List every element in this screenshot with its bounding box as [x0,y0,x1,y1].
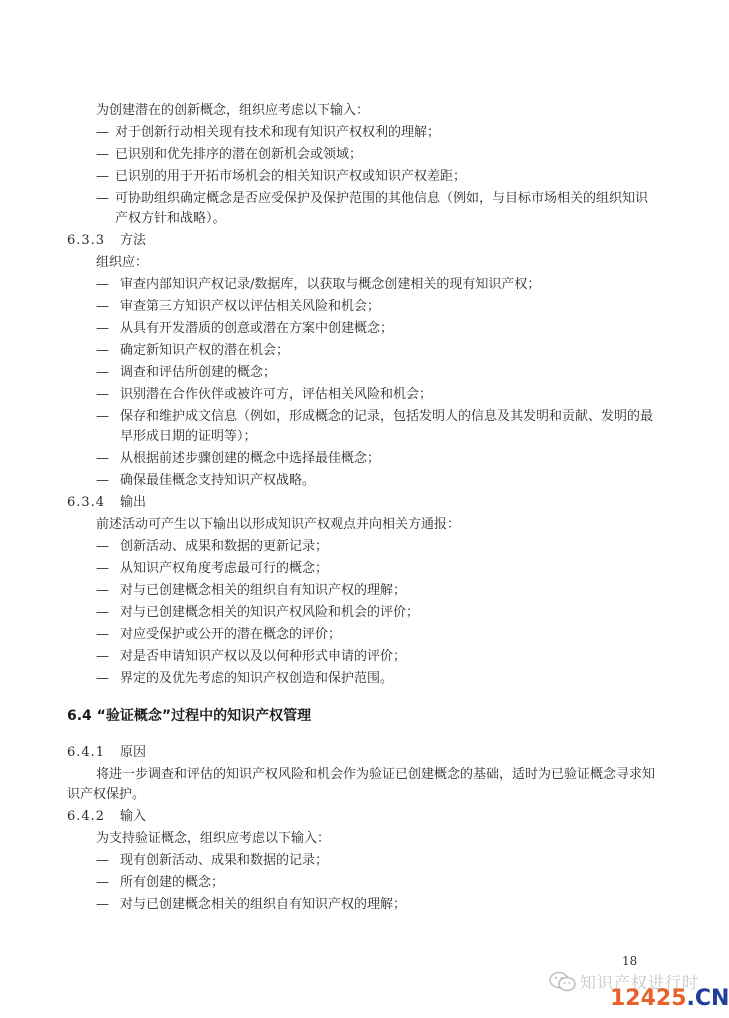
sec633-item-4: 确定新知识产权的潜在机会； [120,343,290,358]
dash-bullet: — [96,299,109,314]
dash-bullet: — [96,583,109,598]
watermark-site-digits: 12425 [610,986,687,1011]
section-title-output: 输出 [120,495,147,510]
block1-intro: 为创建潜在的创新概念，组织应考虑以下输入： [96,103,370,118]
watermark-account-name: 知识产权进行时 [580,973,700,992]
sec641-para-line-1: 将进一步调查和评估的知识产权风险和机会作为验证已创建概念的基础，适时为已验证概念寻求知 [96,767,656,782]
sec634-intro: 前述活动可产生以下输出以形成知识产权观点并向相关方通报： [96,517,461,532]
dash-bullet: — [96,387,109,402]
dash-bullet: — [96,451,109,466]
sec642-item-3: 对与已创建概念相关的组织自有知识产权的理解； [120,897,407,912]
sec642-item-2: 所有创建的概念； [120,875,225,890]
sec633-item-3: 从具有开发潜质的创意或潜在方案中创建概念； [120,321,394,336]
section-heading-6-4: 6.4 “验证概念”过程中的知识产权管理 [67,708,312,724]
dash-bullet: — [96,343,109,358]
block1-item-4-cont: 产权方针和战略）。 [115,211,226,226]
block1-item-1: 对于创新行动相关现有技术和现有知识产权权利的理解； [115,125,441,140]
sec633-item-8: 从根据前述步骤创建的概念中选择最佳概念； [120,451,381,466]
sec633-item-1: 审查内部知识产权记录/数据库，以获取与概念创建相关的现有知识产权； [120,277,541,292]
dash-bullet: — [96,321,109,336]
sec641-para-line-2: 识产权保护。 [67,787,146,802]
section-number-6-4-1: 6.4.1 [67,745,106,760]
block1-item-2: 已识别和优先排序的潜在创新机会或领域； [115,147,363,162]
wechat-icon [548,970,578,994]
sec634-item-1: 创新活动、成果和数据的更新记录； [120,539,329,554]
sec634-item-7: 界定的及优先考虑的知识产权创造和保护范围。 [120,671,394,686]
sec634-item-4: 对与已创建概念相关的知识产权风险和机会的评价； [120,605,420,620]
watermark-site-logo [610,987,729,1011]
sec633-item-2: 审查第三方知识产权以评估相关风险和机会； [120,299,381,314]
watermark-site-suffix: .CN [686,986,729,1011]
dash-bullet: — [96,409,109,424]
dash-bullet: — [96,875,109,890]
section-title-input: 输入 [120,809,147,824]
sec634-item-2: 从知识产权角度考虑最可行的概念； [120,561,329,576]
sec634-item-5: 对应受保护或公开的潜在概念的评价； [120,627,342,642]
dash-bullet: — [96,605,109,620]
page-number: 18 [622,954,638,968]
section-number-6-4-2: 6.4.2 [67,809,106,824]
dash-bullet: — [96,649,109,664]
dash-bullet: — [96,277,109,292]
sec634-item-3: 对与已创建概念相关的组织自有知识产权的理解； [120,583,407,598]
section-title-reason: 原因 [120,745,147,760]
sec633-item-7: 保存和维护成文信息（例如，形成概念的记录，包括发明人的信息及其发明和贡献、发明的最 [120,409,654,424]
section-number-6-3-4: 6.3.4 [67,495,106,510]
section-number-6-3-3: 6.3.3 [67,233,106,248]
sec633-intro: 组织应： [96,255,149,270]
dash-bullet: — [96,169,109,184]
dash-bullet: — [96,125,109,140]
dash-bullet: — [96,473,109,488]
dash-bullet: — [96,853,109,868]
dash-bullet: — [96,671,109,686]
dash-bullet: — [96,627,109,642]
sec634-item-6: 对是否申请知识产权以及以何种形式申请的评价； [120,649,407,664]
dash-bullet: — [96,191,109,206]
sec633-item-9: 确保最佳概念支持知识产权战略。 [120,473,316,488]
dash-bullet: — [96,539,109,554]
dash-bullet: — [96,365,109,380]
block1-item-4: 可协助组织确定概念是否应受保护及保护范围的其他信息（例如，与目标市场相关的组织知识 [115,191,649,206]
section-title-method: 方法 [120,233,147,248]
sec633-item-7-cont: 早形成日期的证明等）； [120,429,257,444]
sec642-intro: 为支持验证概念，组织应考虑以下输入： [96,831,331,846]
sec633-item-5: 调查和评估所创建的概念； [120,365,277,380]
block1-item-3: 已识别的用于开拓市场机会的相关知识产权或知识产权差距； [115,169,467,184]
dash-bullet: — [96,561,109,576]
sec633-item-6: 识别潜在合作伙伴或被许可方，评估相关风险和机会； [120,387,433,402]
dash-bullet: — [96,897,109,912]
dash-bullet: — [96,147,109,162]
sec642-item-1: 现有创新活动、成果和数据的记录； [120,853,329,868]
